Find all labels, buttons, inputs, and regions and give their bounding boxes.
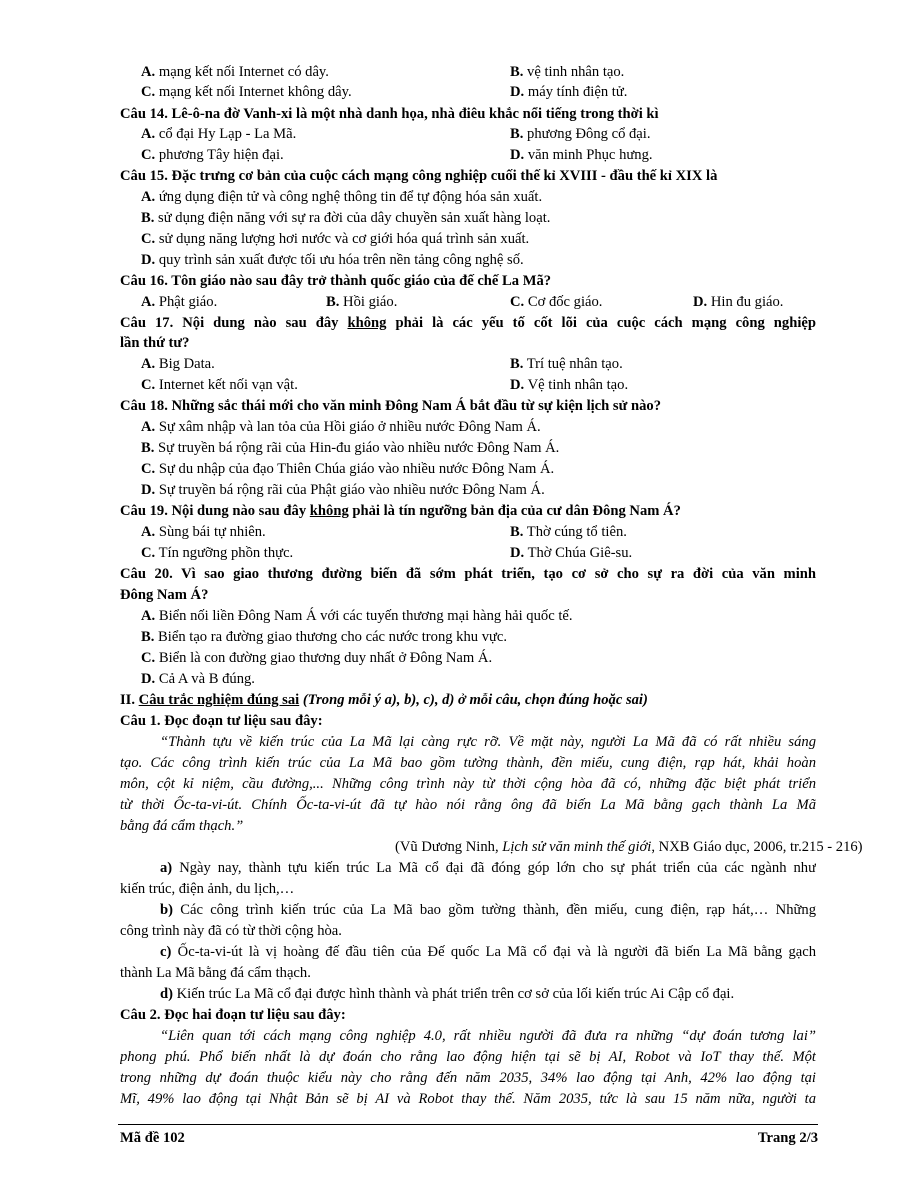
tf1-statement-a: a) Ngày nay, thành tựu kiến trúc La Mã cổ đại đã đóng góp lớn cho sự phát triển của các ngành như xyxy=(160,860,816,876)
q17-option-a: A. Big Data. xyxy=(141,356,215,372)
q15-option-a: A. ứng dụng điện tử và công nghệ thông tin để tự động hóa sản xuất. xyxy=(141,189,543,205)
q15-stem: Câu 15. Đặc trưng cơ bản của cuộc cách mạng công nghiệp cuối thế kỉ XVIII - đầu thế kỉ XIX là xyxy=(120,168,718,184)
q15-option-d: D. quy trình sản xuất được tối ưu hóa trên nền tảng công nghệ số. xyxy=(141,252,524,268)
q17-option-b: B. Trí tuệ nhân tạo. xyxy=(510,356,623,372)
q14-option-d: D. văn minh Phục hưng. xyxy=(510,147,653,163)
q19-option-a: A. Sùng bái tự nhiên. xyxy=(141,524,266,540)
tf2-passage-line: phong phú. Phổ biến nhất là dự đoán cho rằng lao động hiện tại sẽ bị AI, Robot và IoT thay thế. Một xyxy=(120,1049,816,1065)
q14-option-a: A. cổ đại Hy Lạp - La Mã. xyxy=(141,126,297,142)
q20-option-d: D. Cả A và B đúng. xyxy=(141,671,255,687)
tf1-source: (Vũ Dương Ninh, Lịch sử văn minh thế giới, NXB Giáo dục, 2006, tr.215 - 216) xyxy=(395,839,863,855)
q18-option-c: C. Sự du nhập của đạo Thiên Chúa giáo vào nhiều nước Đông Nam Á. xyxy=(141,461,555,477)
q15-option-b: B. sử dụng điện năng với sự ra đời của dây chuyền sản xuất hàng loạt. xyxy=(141,210,551,226)
q20-stem: Câu 20. Vì sao giao thương đường biển đã sớm phát triển, tạo cơ sở cho sự ra đời của văn minh xyxy=(120,566,816,582)
q13-option-b: B. vệ tinh nhân tạo. xyxy=(510,64,625,80)
q19-option-d: D. Thờ Chúa Giê-su. xyxy=(510,545,633,561)
tf1-statement-c-cont: thành La Mã bằng đá cẩm thạch. xyxy=(120,965,311,981)
tf2-passage-line: Mĩ, 49% lao động tại Nhật Bản sẽ bị AI và Robot thay thế. Năm 2035, tức là sau 15 năm nữa, người ta xyxy=(120,1091,816,1107)
q17-stem: Câu 17. Nội dung nào sau đây không phải là các yếu tố cốt lõi của cuộc cách mạng công nghiệp xyxy=(120,315,816,331)
q19-option-b: B. Thờ cúng tổ tiên. xyxy=(510,524,627,540)
q20-stem-line2: Đông Nam Á? xyxy=(120,587,209,603)
section-2-heading: II. Câu trắc nghiệm đúng sai (Trong mỗi ý a), b), c), d) ở mỗi câu, chọn đúng hoặc sai) xyxy=(120,692,648,708)
q20-option-a: A. Biển nối liền Đông Nam Á với các tuyến thương mại hàng hải quốc tế. xyxy=(141,608,573,624)
q17-option-d: D. Vệ tinh nhân tạo. xyxy=(510,377,629,393)
q16-option-c: C. Cơ đốc giáo. xyxy=(510,294,603,310)
tf1-passage-line: môn, cột kỉ niệm, cầu đường,... Những công trình này từ thời cộng hòa đã có, những đặc biệt phát triển xyxy=(120,776,816,792)
q20-option-b: B. Biển tạo ra đường giao thương cho các nước trong khu vực. xyxy=(141,629,508,645)
tf1-passage-line: bằng đá cẩm thạch.” xyxy=(120,818,244,834)
tf2-passage-line: trong những dự đoán thuộc kiểu này cho rằng đến năm 2035, 34% lao động tại Anh, 42% lao động tại xyxy=(120,1070,816,1086)
q15-option-c: C. sử dụng năng lượng hơi nước và cơ giới hóa quá trình sản xuất. xyxy=(141,231,530,247)
q14-option-c: C. phương Tây hiện đại. xyxy=(141,147,284,163)
q14-stem: Câu 14. Lê-ô-na đờ Vanh-xi là một nhà danh họa, nhà điêu khắc nổi tiếng trong thời kì xyxy=(120,106,659,122)
q13-option-a: A. mạng kết nối Internet có dây. xyxy=(141,64,329,80)
q17-stem-line2: lần thứ tư? xyxy=(120,335,190,351)
q18-option-a: A. Sự xâm nhập và lan tỏa của Hồi giáo ở nhiều nước Đông Nam Á. xyxy=(141,419,541,435)
q19-stem: Câu 19. Nội dung nào sau đây không phải là tín ngưỡng bản địa của cư dân Đông Nam Á? xyxy=(120,503,681,519)
q16-option-b: B. Hồi giáo. xyxy=(326,294,398,310)
q16-stem: Câu 16. Tôn giáo nào sau đây trở thành quốc giáo của đế chế La Mã? xyxy=(120,273,552,289)
tf1-statement-d: d) Kiến trúc La Mã cổ đại được hình thành và phát triển trên cơ sở của lối kiến trúc Ai Cập cổ đại. xyxy=(160,986,735,1002)
tf1-stem: Câu 1. Đọc đoạn tư liệu sau đây: xyxy=(120,713,323,729)
tf1-statement-a-cont: kiến trúc, điện ảnh, du lịch,… xyxy=(120,881,295,897)
q19-option-c: C. Tín ngưỡng phồn thực. xyxy=(141,545,294,561)
tf1-passage-line: tạo. Các công trình kiến trúc của La Mã bao gồm tường thành, đền miếu, cung điện, rạp hát, khải hoàn xyxy=(120,755,816,771)
q17-option-c: C. Internet kết nối vạn vật. xyxy=(141,377,298,393)
q18-option-b: B. Sự truyền bá rộng rãi của Hin-đu giáo vào nhiều nước Đông Nam Á. xyxy=(141,440,560,456)
q16-option-d: D. Hin đu giáo. xyxy=(693,294,784,310)
q16-option-a: A. Phật giáo. xyxy=(141,294,218,310)
tf1-statement-b: b) Các công trình kiến trúc của La Mã bao gồm tường thành, đền miếu, cung điện, rạp hát,… Những xyxy=(160,902,816,918)
tf1-passage-line: “Thành tựu về kiến trúc của La Mã lại càng rực rỡ. Về mặt này, người La Mã đã có rất nhiều sáng xyxy=(160,734,816,750)
q18-option-d: D. Sự truyền bá rộng rãi của Phật giáo vào nhiều nước Đông Nam Á. xyxy=(141,482,545,498)
footer-divider xyxy=(118,1124,818,1125)
tf1-passage-line: từ thời Ốc-ta-vi-út. Chính Ốc-ta-vi-út đã tự hào nói rằng ông đã biến La Mã bằng gạch thành La Mã xyxy=(120,797,816,813)
exam-code: Mã đề 102 xyxy=(120,1130,185,1146)
tf1-statement-b-cont: công trình này đã có từ thời cộng hòa. xyxy=(120,923,342,939)
tf1-statement-c: c) Ốc-ta-vi-út là vị hoàng đế đầu tiên của Đế quốc La Mã cổ đại và là người đã biến La Mã bằng gạch xyxy=(160,944,816,960)
q20-option-c: C. Biển là con đường giao thương duy nhất ở Đông Nam Á. xyxy=(141,650,493,666)
q13-option-c: C. mạng kết nối Internet không dây. xyxy=(141,84,352,100)
q13-option-d: D. máy tính điện tử. xyxy=(510,84,628,100)
page-number: Trang 2/3 xyxy=(757,1130,818,1146)
q18-stem: Câu 18. Những sắc thái mới cho văn minh Đông Nam Á bắt đầu từ sự kiện lịch sử nào? xyxy=(120,398,662,414)
tf2-passage-line: “Liên quan tới cách mạng công nghiệp 4.0, rất nhiều người đã đưa ra những “dự đoán tương lai” xyxy=(160,1028,816,1044)
q14-option-b: B. phương Đông cổ đại. xyxy=(510,126,651,142)
tf2-stem: Câu 2. Đọc hai đoạn tư liệu sau đây: xyxy=(120,1007,346,1023)
